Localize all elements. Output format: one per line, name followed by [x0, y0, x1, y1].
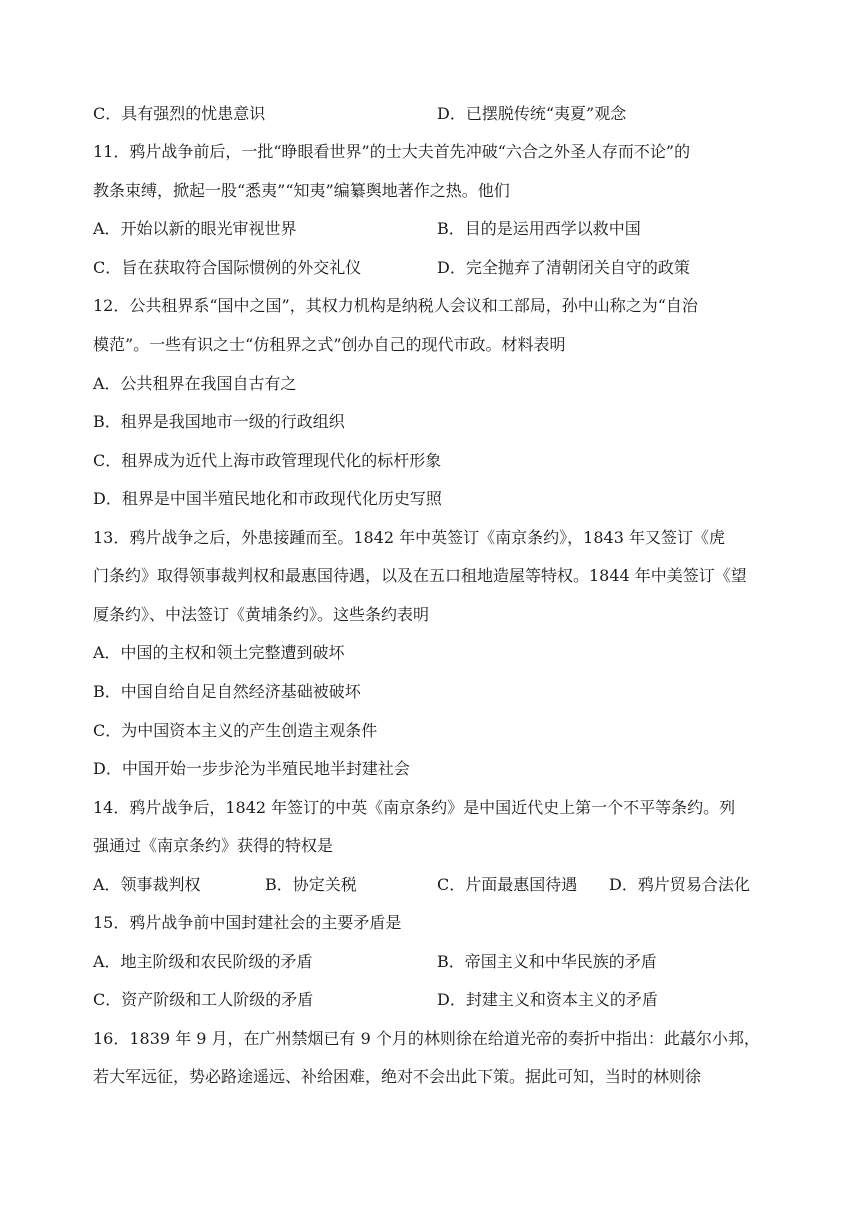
q15-option-c: C．资产阶级和工人阶级的矛盾	[93, 990, 314, 1009]
q13-option-b: B．中国自给自足自然经济基础被破坏	[93, 682, 361, 701]
q10-option-c: C．具有强烈的忧患意识	[93, 104, 266, 123]
q13-option-a: A．中国的主权和领土完整遭到破坏	[93, 643, 345, 662]
q16-stem-line-2: 若大军远征，势必路途遥远、补给困难，绝对不会出此下策。据此可知，当时的林则徐	[93, 1067, 702, 1086]
q11-option-a: A．开始以新的眼光审视世界	[93, 219, 297, 238]
q11-stem-line-2: 教条束缚，掀起一股“悉夷”“知夷”编纂舆地著作之热。他们	[93, 181, 510, 200]
q14-stem-line-2: 强通过《南京条约》获得的特权是	[93, 836, 334, 855]
q15-option-a: A．地主阶级和农民阶级的矛盾	[93, 952, 313, 971]
q12-option-d: D．租界是中国半殖民地化和市政现代化历史写照	[93, 489, 442, 508]
q15-stem-line-1: 15．鸦片战争前中国封建社会的主要矛盾是	[93, 913, 402, 932]
q16-stem-line-1: 16．1839 年 9 月，在广州禁烟已有 9 个月的林则徐在给道光帝的奏折中指出：此蕞尔小邦，	[93, 1029, 760, 1048]
q13-stem-line-1: 13．鸦片战争之后，外患接踵而至。1842 年中英签订《南京条约》，1843 年又签订《虎	[93, 528, 725, 547]
q11-option-b: B．目的是运用西学以救中国	[437, 219, 641, 238]
q12-option-b: B．租界是我国地市一级的行政组织	[93, 412, 345, 431]
q15-option-d: D．封建主义和资本主义的矛盾	[437, 990, 658, 1009]
q13-stem-line-3: 厦条约》、中法签订《黄埔条约》。这些条约表明	[93, 605, 430, 624]
q12-stem-line-1: 12．公共租界系“国中之国”，其权力机构是纳税人会议和工部局，孙中山称之为“自治	[93, 296, 698, 315]
q14-stem-line-1: 14．鸦片战争后，1842 年签订的中英《南京条约》是中国近代史上第一个不平等条约。列	[93, 798, 736, 817]
q14-option-c: C．片面最惠国待遇	[437, 875, 578, 894]
q11-stem-line-1: 11．鸦片战争前后，一批“睁眼看世界”的士大夫首先冲破“六合之外圣人存而不论”的	[93, 142, 691, 161]
q14-option-a: A．领事裁判权	[93, 875, 201, 894]
q11-option-c: C．旨在获取符合国际惯例的外交礼仪	[93, 258, 362, 277]
q14-option-b: B．协定关税	[265, 875, 357, 894]
q12-option-a: A．公共租界在我国自古有之	[93, 374, 297, 393]
q13-option-c: C．为中国资本主义的产生创造主观条件	[93, 721, 378, 740]
q11-option-d: D．完全抛弃了清朝闭关自守的政策	[437, 258, 690, 277]
q12-option-c: C．租界成为近代上海市政管理现代化的标杆形象	[93, 451, 442, 470]
q12-stem-line-2: 模范”。一些有识之士“仿租界之式”创办自己的现代市政。材料表明	[93, 335, 566, 354]
q13-option-d: D．中国开始一步步沦为半殖民地半封建社会	[93, 759, 410, 778]
q10-option-d: D．已摆脱传统“夷夏”观念	[437, 104, 627, 123]
q14-option-d: D．鸦片贸易合法化	[609, 875, 750, 894]
q15-option-b: B．帝国主义和中华民族的矛盾	[437, 952, 657, 971]
q13-stem-line-2: 门条约》取得领事裁判权和最惠国待遇，以及在五口租地造屋等特权。1844 年中美签订《望	[93, 566, 747, 585]
